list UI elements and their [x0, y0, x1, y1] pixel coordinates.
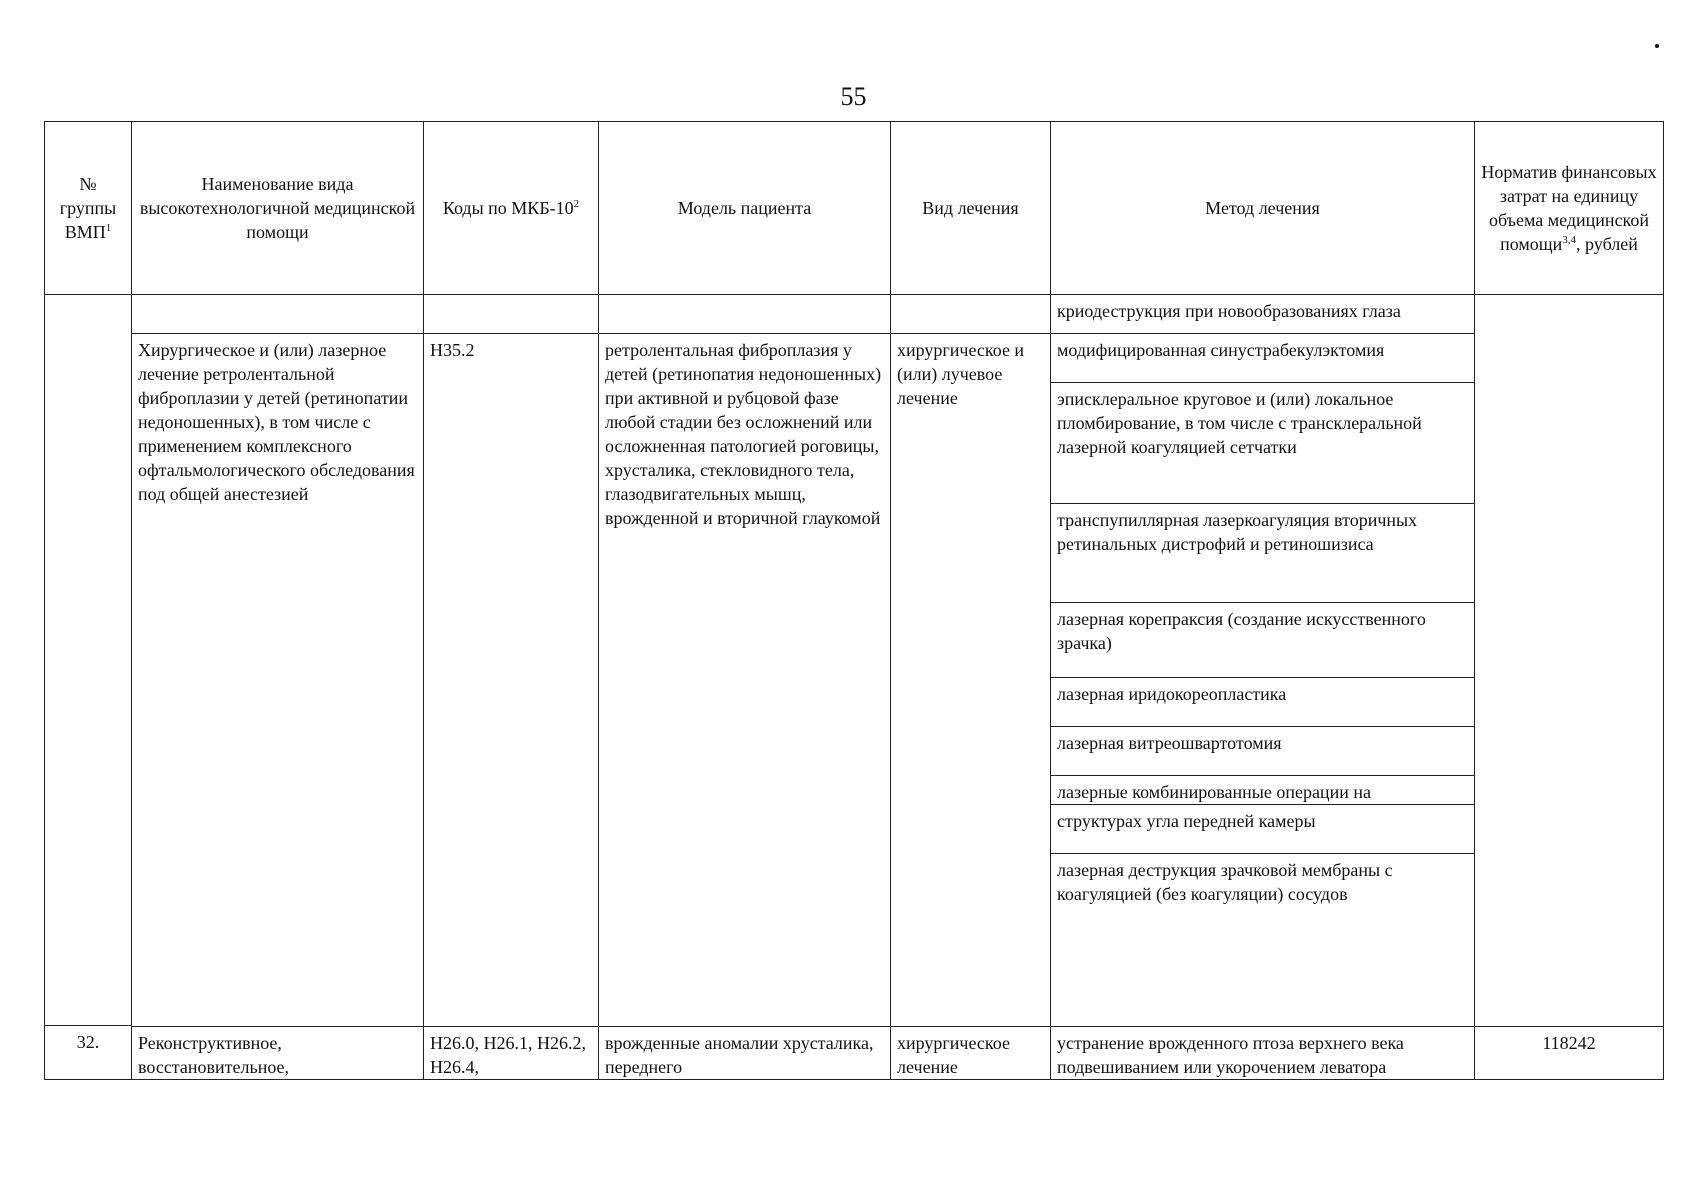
header-patient-model: Модель пациента: [599, 122, 891, 295]
method-cell: лазерная витреошвартотомия: [1051, 727, 1475, 776]
table-row: [45, 295, 1664, 334]
cost-norm-value: 118242: [1475, 1027, 1664, 1080]
vmp-name-cell: Хирургическое и (или) лазерное лечение ретролентальной фиброплазии у детей (ретинопатии недоношенных), в том числе с применением комплексного офтальмологического обследования под общей анестезией: [132, 334, 424, 1027]
header-cost-norm: Норматив финансовых затрат на единицу объема медицинской помощи$^{3,4}$, рублей: [1475, 122, 1664, 295]
model-cell-empty: [599, 295, 891, 334]
vmp-table: [44, 121, 1664, 1080]
method-cell: транспупиллярная лазеркоагуляция вторичных ретинальных дистрофий и ретиношизиса: [1051, 504, 1475, 603]
icd-codes-cell: H35.2: [424, 334, 599, 1027]
header-codes: Коды по МКБ-$10^2$: [424, 122, 599, 295]
cost-norm-cell: [1475, 295, 1664, 1027]
method-cell: криодеструкция при новообразованиях глаза: [1051, 295, 1475, 334]
method-cell: лазерная иридокореопластика: [1051, 678, 1475, 727]
header-group-number: № группы ВМП$^1$: [45, 122, 132, 295]
icd-codes-cell: H26.0, H26.1, H26.2, H26.4,: [424, 1027, 599, 1080]
table-header-row: [45, 122, 1664, 295]
table-row: [45, 334, 1664, 383]
method-cell: модифицированная синустрабекулэктомия: [1051, 334, 1475, 383]
codes-cell-empty: [424, 295, 599, 334]
table-row: [45, 1027, 1664, 1080]
method-cell: эписклеральное круговое и (или) локальное пломбирование, в том числе с трансклеральной лазерной коагуляцией сетчатки: [1051, 383, 1475, 504]
method-cell: лазерная деструкция зрачковой мембраны с коагуляцией (без коагуляции) сосудов: [1051, 854, 1475, 1027]
group-number-value: 32.: [76, 1032, 100, 1052]
treatment-cell-empty: [891, 295, 1051, 334]
page-number: 55: [840, 82, 867, 111]
method-cell: лазерная корепраксия (создание искусственного зрачка): [1051, 603, 1475, 678]
treatment-type-cell: хирургическое лечение: [891, 1027, 1051, 1080]
header-treatment-method: Метод лечения: [1051, 122, 1475, 295]
patient-model-cell: врожденные аномалии хрусталика, переднего: [599, 1027, 891, 1080]
row-separator: [44, 1025, 132, 1027]
treatment-type-cell: хирургическое и (или) лучевое лечение: [891, 334, 1051, 1027]
header-name: Наименование вида высокотехнологичной медицинской помощи: [132, 122, 424, 295]
vmp-name-cell: Реконструктивное, восстановительное,: [132, 1027, 424, 1080]
vmp-table-wrap: [44, 121, 1664, 1080]
group-number-cell: [45, 295, 132, 1080]
patient-model-cell: ретролентальная фиброплазия у детей (ретинопатия недоношенных) при активной и рубцовой фазе любой стадии без осложнений или осложненная патологией роговицы, хрусталика, стекловидного тела, глазодвигательных мышц, врожденной и вторичной глаукомой: [599, 334, 891, 1027]
name-cell-empty: [132, 295, 424, 334]
header-treatment-type: Вид лечения: [891, 122, 1051, 295]
method-cell: лазерные комбинированные операции на: [1051, 776, 1475, 805]
scan-speck: [1655, 44, 1659, 48]
method-cell: структурах угла передней камеры: [1051, 805, 1475, 854]
method-cell: устранение врожденного птоза верхнего века подвешиванием или укорочением леватора: [1051, 1027, 1475, 1080]
